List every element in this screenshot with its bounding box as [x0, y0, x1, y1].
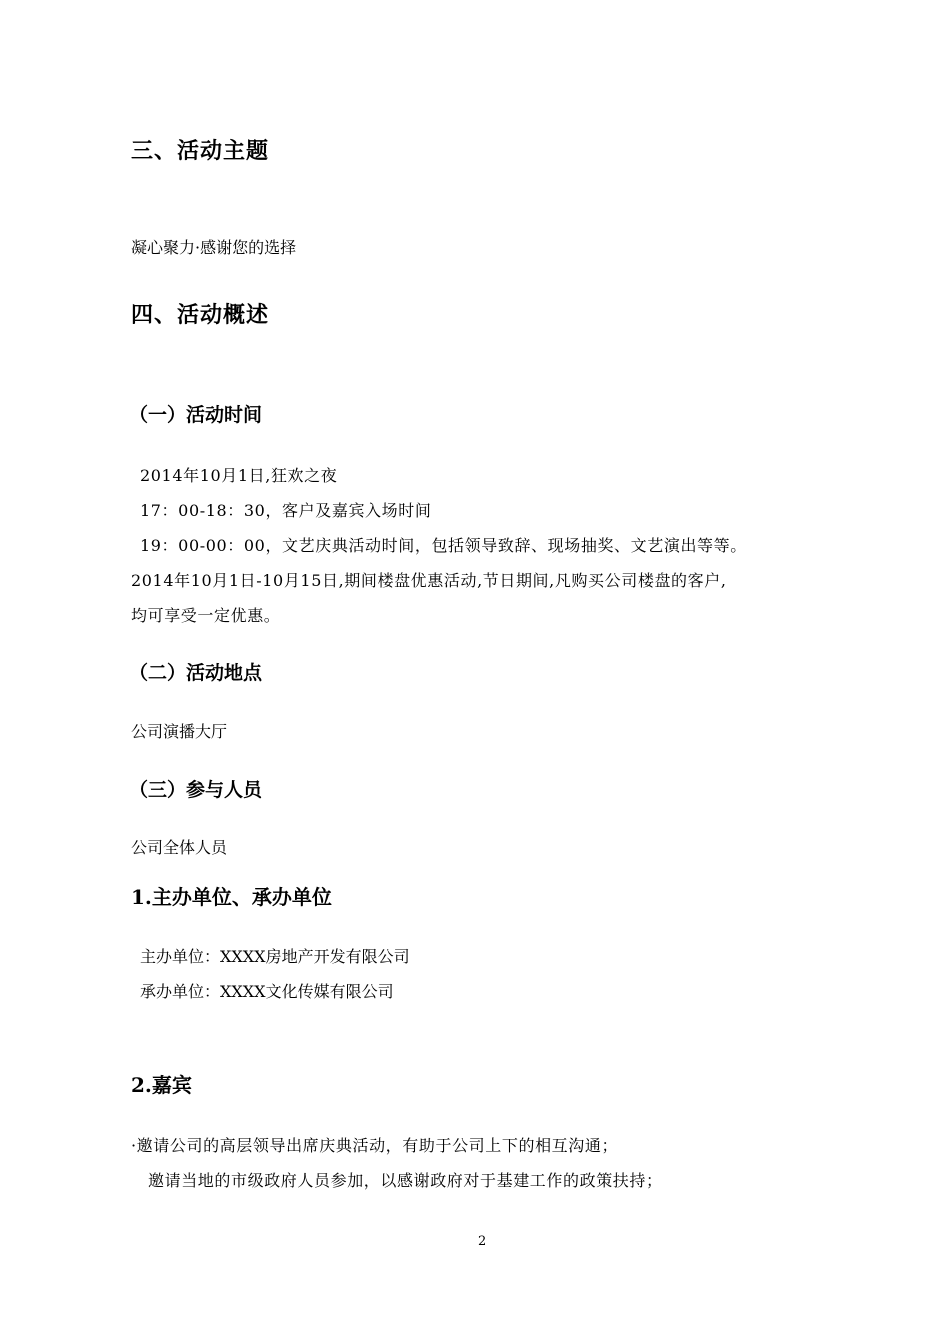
time-line-4: 2014年10月1日-10月15日,期间楼盘优惠活动,节日期间,凡购买公司楼盘的客户, — [131, 571, 727, 590]
time-line-5: 均可享受一定优惠。 — [131, 606, 281, 625]
heading-organizers: 1.主办单位、承办单位 — [131, 885, 332, 909]
heading-activity-time: （一）活动时间 — [129, 404, 263, 426]
page-number: 2 — [478, 1234, 487, 1249]
heading-participants: （三）参与人员 — [129, 779, 263, 801]
heading-guests: 2.嘉宾 — [131, 1073, 192, 1097]
heading-activity-theme: 三、活动主题 — [131, 139, 270, 164]
heading-activity-overview: 四、活动概述 — [131, 303, 270, 328]
time-line-3: 19：00-00：00，文艺庆典活动时间，包括领导致辞、现场抽奖、文艺演出等等。 — [140, 536, 747, 555]
time-line-1: 2014年10月1日,狂欢之夜 — [140, 466, 338, 485]
time-line-2: 17：00-18：30，客户及嘉宾入场时间 — [140, 501, 432, 520]
theme-text: 凝心聚力·感谢您的选择 — [131, 238, 297, 257]
undertaker-organizer: 承办单位：XXXX文化传媒有限公司 — [140, 982, 394, 1001]
place-text: 公司演播大厅 — [131, 722, 228, 741]
host-organizer: 主办单位：XXXX房地产开发有限公司 — [140, 947, 410, 966]
participants-text: 公司全体人员 — [131, 838, 228, 857]
heading-activity-place: （二）活动地点 — [129, 662, 263, 684]
guests-line-2: 邀请当地的市级政府人员参加，以感谢政府对于基建工作的政策扶持； — [148, 1171, 663, 1190]
guests-line-1: ·邀请公司的高层领导出席庆典活动，有助于公司上下的相互沟通； — [131, 1136, 619, 1155]
